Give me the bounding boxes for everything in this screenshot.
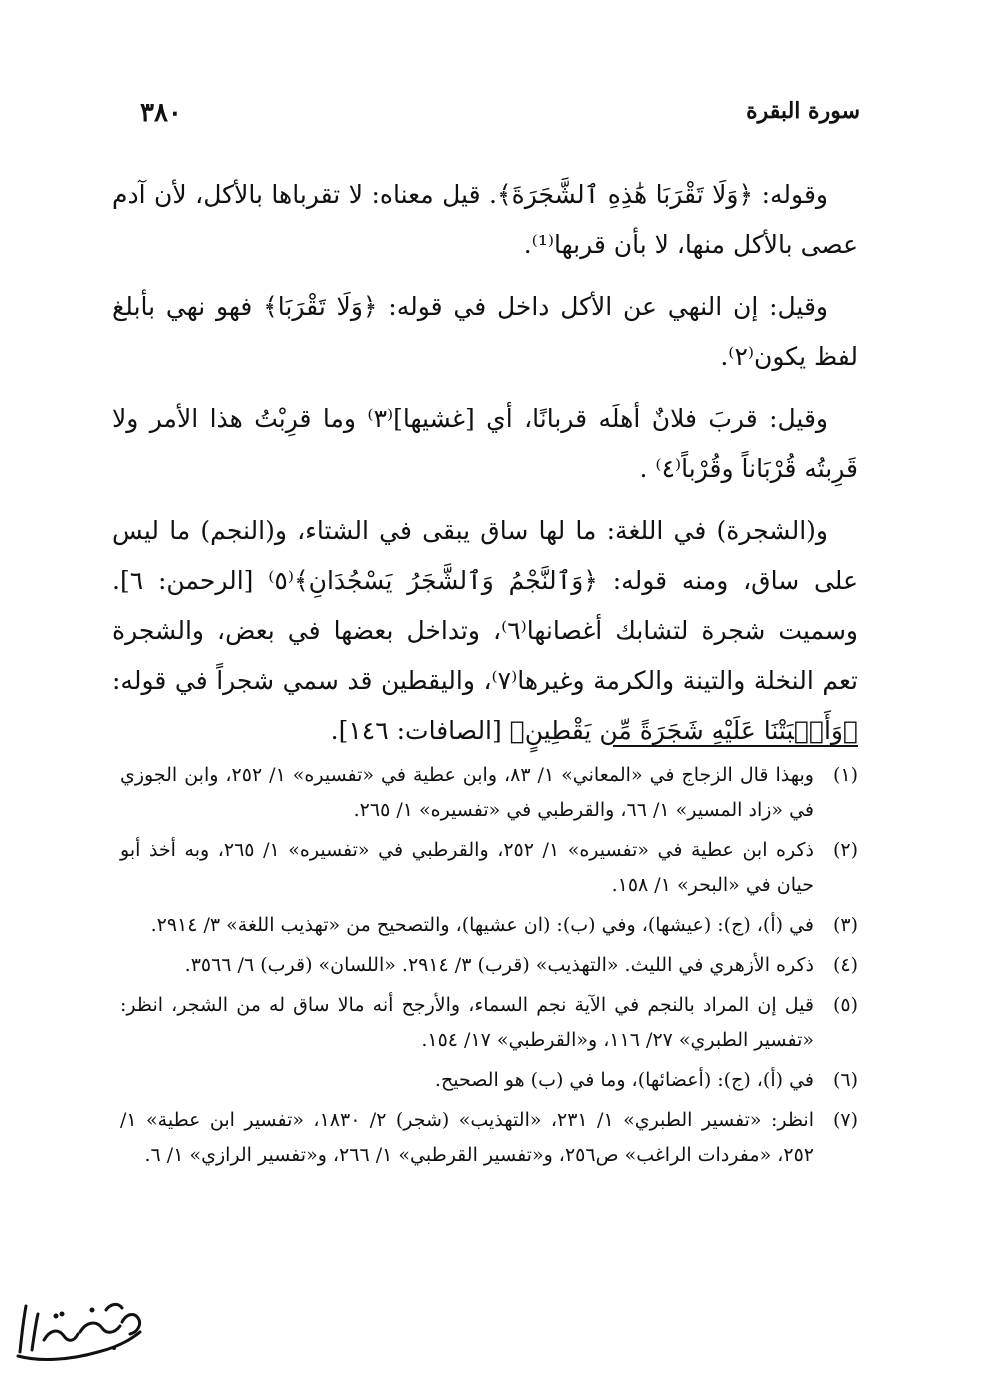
footnote-number: (٣) — [832, 914, 858, 936]
footnote-text: وبهذا قال الزجاج في «المعاني» ١/ ٨٣، وابن عطية في «تفسيره» ١/ ٢٥٢، وابن الجوزي في «زاد المسير» ١/ ٦٦، والقرطبي في «تفسيره» ١/ ٢٦٥. — [120, 764, 814, 821]
footnote-text: ذكره الأزهري في الليث. «التهذيب» (قرب) ٣/ ٢٩١٤. «اللسان» (قرب) ٦/ ٣٥٦٦. — [184, 954, 814, 976]
page-number: ٣٨٠ — [140, 98, 182, 128]
footnote-number: (١) — [832, 764, 858, 786]
footnote-number: (٦) — [832, 1069, 858, 1091]
surah-name: سورة البقرة — [746, 98, 860, 124]
footnote-1 — [120, 758, 858, 828]
footnote-5 — [120, 988, 858, 1058]
paragraph-4: و(الشجرة) في اللغة: ما لها ساق يبقى في الشتاء، و(النجم) ما ليس على ساق، ومنه قوله: ﴿وَٱلنَّجْمُ وَٱلشَّجَرُ يَسْجُدَانِ﴾⁽٥⁾ [الرحمن: ٦]. وسميت شجرة لتشابك أغصانها⁽٦⁾، وتداخل بعضها في بعض، والشجرة تعم النخلة والتينة والكرمة وغيرها⁽٧⁾، واليقطين قد سمي شجراً في قوله: ﴿وَأَنۢبَتْنَا عَلَيْهِ شَجَرَةً مِّن يَقْطِينٍ﴾ [الصافات: ١٤٦]. — [112, 516, 859, 745]
footnote-2 — [120, 833, 858, 903]
paragraph-3: وقيل: قربَ فلانٌ أهلَه قربانًا، أي [غشيها]⁽٣⁾ وما قرِبْتُ هذا الأمر ولا قَرِبتُه قُرْبَاناً وقُرْباً⁽٤⁾ . — [112, 404, 858, 483]
footnote-number: (٧) — [832, 1109, 858, 1131]
footnote-text: انظر: «تفسير الطبري» ١/ ٢٣١، «التهذيب» (شجر) ٢/ ١٨٣٠، «تفسير ابن عطية» ١/ ٢٥٢، «مفردات الراغب» ص٢٥٦، و«تفسير القرطبي» ١/ ٢٦٦، و«تفسير الرازي» ١/ ٦. — [120, 1109, 814, 1166]
footnote-6 — [120, 1063, 858, 1098]
footnotes — [120, 758, 858, 1178]
footnote-3 — [120, 908, 858, 943]
footnote-number: (٢) — [832, 839, 858, 861]
footnote-text: في (أ)، (ج): (عيشها)، وفي (ب): (ان عشيها)، والتصحيح من «تهذيب اللغة» ٣/ ٢٩١٤. — [150, 914, 814, 936]
footnote-text: في (أ)، (ج): (أعضائها)، وما في (ب) هو الصحيح. — [434, 1069, 814, 1091]
footnote-7 — [120, 1103, 858, 1173]
page-header — [140, 96, 860, 136]
footnote-text: قيل إن المراد بالنجم في الآية نجم السماء، والأرجح أنه مالا ساق له من الشجر، انظر: «تفسير الطبري» ٢٧/ ١١٦، و«القرطبي» ١٧/ ١٥٤. — [120, 994, 814, 1051]
footnote-divider — [613, 745, 858, 747]
footnote-number: (٤) — [832, 954, 858, 976]
paragraph-1: وقوله: ﴿وَلَا تَقْرَبَا هَٰذِهِ ٱلشَّجَرَةَ﴾. قيل معناه: لا تقرباها بالأكل، لأن آدم عصى بالأكل منها، لا بأن قربها⁽¹⁾. — [112, 180, 858, 259]
footnote-number: (٥) — [832, 994, 858, 1016]
calligraphy-logo-icon — [10, 1292, 150, 1370]
footnote-4 — [120, 948, 858, 983]
paragraph-2: وقيل: إن النهي عن الأكل داخل في قوله: ﴿وَلَا تَقْرَبَا﴾ فهو نهي بأبلغ لفظ يكون⁽٢⁾. — [112, 292, 858, 371]
main-text — [112, 170, 858, 768]
footnote-text: ذكره ابن عطية في «تفسيره» ١/ ٢٥٢، والقرطبي في «تفسيره» ١/ ٢٦٥، وبه أخذ أبو حيان في «البحر» ١/ ١٥٨. — [120, 839, 814, 896]
